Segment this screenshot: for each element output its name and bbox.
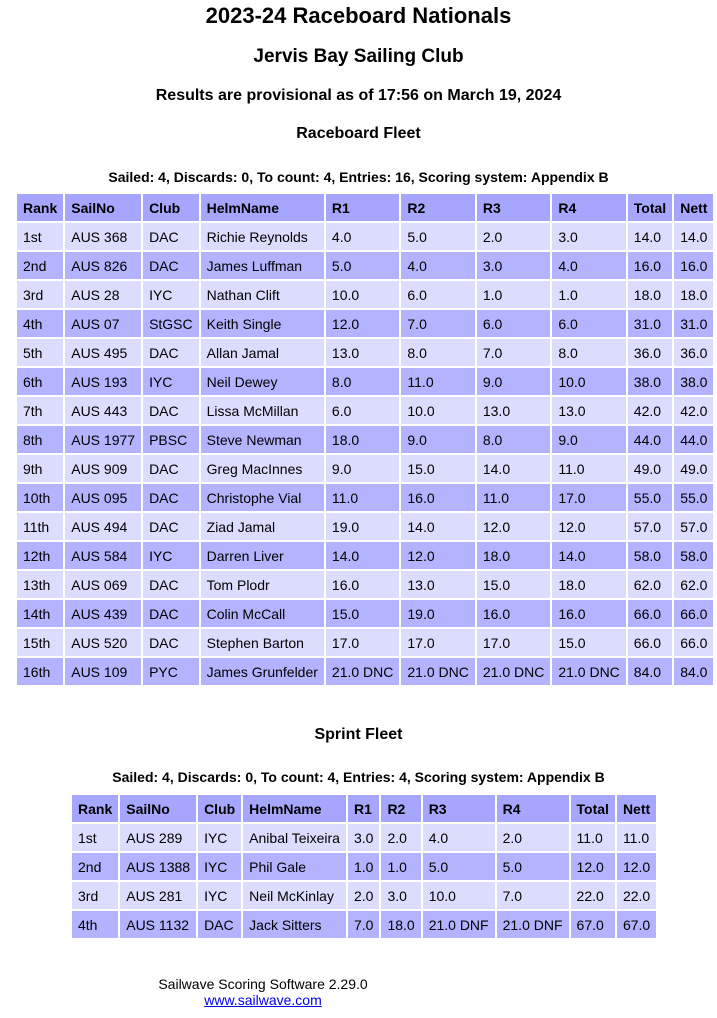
table-cell: 66.0 bbox=[674, 629, 713, 656]
table-cell: 3.0 bbox=[381, 882, 420, 909]
table-cell: 31.0 bbox=[628, 310, 672, 337]
table-cell: 13.0 bbox=[401, 571, 474, 598]
table-cell: AUS 443 bbox=[65, 397, 141, 424]
table-cell: AUS 069 bbox=[65, 571, 141, 598]
table-cell: 18.0 bbox=[674, 281, 713, 308]
table-cell: 66.0 bbox=[628, 600, 672, 627]
table-cell: 7.0 bbox=[477, 339, 550, 366]
table-row bbox=[17, 658, 713, 685]
table-cell: James Luffman bbox=[201, 252, 324, 279]
table-cell: 8.0 bbox=[552, 339, 625, 366]
table-cell: 11.0 bbox=[571, 824, 615, 851]
event-title: 2023-24 Raceboard Nationals bbox=[205, 3, 512, 28]
table-cell: 22.0 bbox=[617, 882, 656, 909]
table-cell: 6.0 bbox=[326, 397, 399, 424]
table-cell: AUS 368 bbox=[65, 223, 141, 250]
table-cell: 19.0 bbox=[401, 600, 474, 627]
table-cell: 3rd bbox=[17, 281, 63, 308]
table-cell: 21.0 DNF bbox=[497, 911, 569, 938]
table-cell: 16.0 bbox=[552, 600, 625, 627]
table-cell: 1.0 bbox=[552, 281, 625, 308]
table-cell: 58.0 bbox=[628, 542, 672, 569]
table-cell: StGSC bbox=[143, 310, 199, 337]
table-cell: 9.0 bbox=[326, 455, 399, 482]
table-cell: 38.0 bbox=[628, 368, 672, 395]
table-row bbox=[72, 911, 656, 938]
table-cell: 44.0 bbox=[674, 426, 713, 453]
table-cell: 4.0 bbox=[326, 223, 399, 250]
table-cell: 12th bbox=[17, 542, 63, 569]
column-header: R4 bbox=[552, 194, 625, 221]
table-cell: 7.0 bbox=[497, 882, 569, 909]
column-header: Rank bbox=[72, 795, 118, 822]
table-cell: 17.0 bbox=[552, 484, 625, 511]
table-cell: 16.0 bbox=[674, 252, 713, 279]
table-cell: 15.0 bbox=[326, 600, 399, 627]
table-cell: Tom Plodr bbox=[201, 571, 324, 598]
table-cell: DAC bbox=[143, 339, 199, 366]
table-cell: 3rd bbox=[72, 882, 118, 909]
table-cell: 11.0 bbox=[326, 484, 399, 511]
table-row bbox=[17, 339, 713, 366]
table-row bbox=[17, 455, 713, 482]
table-cell: IYC bbox=[198, 853, 241, 880]
table-cell: AUS 193 bbox=[65, 368, 141, 395]
table-cell: 18.0 bbox=[326, 426, 399, 453]
table-row bbox=[17, 368, 713, 395]
table-cell: 12.0 bbox=[617, 853, 656, 880]
table-cell: 5th bbox=[17, 339, 63, 366]
table-cell: IYC bbox=[143, 281, 199, 308]
table-cell: DAC bbox=[198, 911, 241, 938]
table-row bbox=[17, 571, 713, 598]
results-table-sprint bbox=[70, 793, 658, 940]
table-cell: Keith Single bbox=[201, 310, 324, 337]
table-row bbox=[17, 397, 713, 424]
table-cell: Darren Liver bbox=[201, 542, 324, 569]
results-table-raceboard bbox=[15, 192, 715, 687]
table-cell: DAC bbox=[143, 455, 199, 482]
table-cell: 13.0 bbox=[552, 397, 625, 424]
table-cell: 19.0 bbox=[326, 513, 399, 540]
table-cell: 6th bbox=[17, 368, 63, 395]
column-header: Total bbox=[628, 194, 672, 221]
table-cell: 12.0 bbox=[401, 542, 474, 569]
table-cell: 2.0 bbox=[477, 223, 550, 250]
table-cell: AUS 281 bbox=[120, 882, 196, 909]
table-row bbox=[17, 252, 713, 279]
column-header: R2 bbox=[401, 194, 474, 221]
table-cell: 2.0 bbox=[497, 824, 569, 851]
column-header: HelmName bbox=[243, 795, 346, 822]
table-cell: 15th bbox=[17, 629, 63, 656]
table-row bbox=[72, 824, 656, 851]
table-cell: Lissa McMillan bbox=[201, 397, 324, 424]
table-cell: 10.0 bbox=[401, 397, 474, 424]
table-cell: 2nd bbox=[17, 252, 63, 279]
table-cell: IYC bbox=[198, 824, 241, 851]
table-cell: DAC bbox=[143, 571, 199, 598]
table-cell: 10.0 bbox=[552, 368, 625, 395]
table-cell: Neil Dewey bbox=[201, 368, 324, 395]
column-header: R3 bbox=[477, 194, 550, 221]
table-cell: 14.0 bbox=[552, 542, 625, 569]
table-cell: 2nd bbox=[72, 853, 118, 880]
table-cell: AUS 494 bbox=[65, 513, 141, 540]
table-cell: AUS 095 bbox=[65, 484, 141, 511]
table-cell: 13.0 bbox=[477, 397, 550, 424]
column-header: R1 bbox=[348, 795, 379, 822]
table-row bbox=[17, 600, 713, 627]
table-cell: 9.0 bbox=[477, 368, 550, 395]
table-cell: 6.0 bbox=[477, 310, 550, 337]
table-row bbox=[17, 223, 713, 250]
table-cell: AUS 07 bbox=[65, 310, 141, 337]
table-cell: 13.0 bbox=[326, 339, 399, 366]
table-cell: 10.0 bbox=[326, 281, 399, 308]
table-cell: 4.0 bbox=[423, 824, 495, 851]
table-cell: 11.0 bbox=[617, 824, 656, 851]
footer bbox=[158, 976, 368, 1008]
table-row bbox=[17, 629, 713, 656]
table-cell: 15.0 bbox=[477, 571, 550, 598]
table-cell: 22.0 bbox=[571, 882, 615, 909]
table-cell: 6.0 bbox=[552, 310, 625, 337]
table-cell: 15.0 bbox=[552, 629, 625, 656]
column-header: HelmName bbox=[201, 194, 324, 221]
table-cell: Greg MacInnes bbox=[201, 455, 324, 482]
table-cell: 57.0 bbox=[674, 513, 713, 540]
table-cell: 18.0 bbox=[477, 542, 550, 569]
table-cell: 58.0 bbox=[674, 542, 713, 569]
table-cell: 84.0 bbox=[628, 658, 672, 685]
table-cell: Phil Gale bbox=[243, 853, 346, 880]
table-row bbox=[72, 853, 656, 880]
table-cell: 8th bbox=[17, 426, 63, 453]
table-cell: 14.0 bbox=[477, 455, 550, 482]
table-cell: AUS 1977 bbox=[65, 426, 141, 453]
table-cell: AUS 439 bbox=[65, 600, 141, 627]
table-cell: 11th bbox=[17, 513, 63, 540]
fleet-summary-raceboard: Sailed: 4, Discards: 0, To count: 4, Entries: 16, Scoring system: Appendix B bbox=[108, 169, 609, 185]
table-cell: 12.0 bbox=[477, 513, 550, 540]
table-cell: 17.0 bbox=[326, 629, 399, 656]
table-cell: 11.0 bbox=[552, 455, 625, 482]
table-cell: 1.0 bbox=[381, 853, 420, 880]
table-cell: 4th bbox=[72, 911, 118, 938]
table-cell: Neil McKinlay bbox=[243, 882, 346, 909]
table-cell: AUS 289 bbox=[120, 824, 196, 851]
table-cell: 49.0 bbox=[674, 455, 713, 482]
table-cell: 31.0 bbox=[674, 310, 713, 337]
table-cell: 14.0 bbox=[401, 513, 474, 540]
table-cell: 3.0 bbox=[552, 223, 625, 250]
table-row bbox=[17, 484, 713, 511]
table-cell: DAC bbox=[143, 600, 199, 627]
table-cell: AUS 520 bbox=[65, 629, 141, 656]
table-cell: 10th bbox=[17, 484, 63, 511]
table-cell: AUS 826 bbox=[65, 252, 141, 279]
column-header: SailNo bbox=[120, 795, 196, 822]
table-cell: 55.0 bbox=[674, 484, 713, 511]
table-cell: Richie Reynolds bbox=[201, 223, 324, 250]
table-row bbox=[17, 542, 713, 569]
table-cell: 7.0 bbox=[348, 911, 379, 938]
table-cell: DAC bbox=[143, 629, 199, 656]
table-cell: 12.0 bbox=[571, 853, 615, 880]
table-cell: 1.0 bbox=[477, 281, 550, 308]
table-cell: 16th bbox=[17, 658, 63, 685]
fleet-title-sprint: Sprint Fleet bbox=[314, 726, 403, 743]
table-cell: DAC bbox=[143, 484, 199, 511]
table-cell: Jack Sitters bbox=[243, 911, 346, 938]
table-cell: 62.0 bbox=[674, 571, 713, 598]
column-header: Total bbox=[571, 795, 615, 822]
table-row bbox=[17, 310, 713, 337]
table-cell: Christophe Vial bbox=[201, 484, 324, 511]
table-cell: 36.0 bbox=[674, 339, 713, 366]
table-cell: 21.0 DNC bbox=[326, 658, 399, 685]
table-cell: 12.0 bbox=[552, 513, 625, 540]
table-cell: Steve Newman bbox=[201, 426, 324, 453]
table-cell: 15.0 bbox=[401, 455, 474, 482]
table-cell: 16.0 bbox=[401, 484, 474, 511]
table-cell: 49.0 bbox=[628, 455, 672, 482]
table-cell: AUS 909 bbox=[65, 455, 141, 482]
table-header-row bbox=[17, 194, 713, 221]
software-credit: Sailwave Scoring Software 2.29.0 bbox=[158, 976, 368, 992]
table-cell: 1st bbox=[72, 824, 118, 851]
table-cell: 14.0 bbox=[674, 223, 713, 250]
table-cell: 8.0 bbox=[326, 368, 399, 395]
table-cell: 44.0 bbox=[628, 426, 672, 453]
table-cell: 8.0 bbox=[401, 339, 474, 366]
status-line: Results are provisional as of 17:56 on March 19, 2024 bbox=[155, 87, 562, 104]
table-cell: 5.0 bbox=[497, 853, 569, 880]
table-cell: 18.0 bbox=[628, 281, 672, 308]
column-header: R2 bbox=[381, 795, 420, 822]
table-cell: 9.0 bbox=[401, 426, 474, 453]
table-cell: PBSC bbox=[143, 426, 199, 453]
fleet-summary-sprint: Sailed: 4, Discards: 0, To count: 4, Entries: 4, Scoring system: Appendix B bbox=[112, 769, 605, 785]
table-cell: DAC bbox=[143, 397, 199, 424]
table-row bbox=[17, 281, 713, 308]
table-cell: 17.0 bbox=[401, 629, 474, 656]
table-cell: 21.0 DNC bbox=[552, 658, 625, 685]
table-cell: AUS 495 bbox=[65, 339, 141, 366]
table-cell: James Grunfelder bbox=[201, 658, 324, 685]
fleet-title-raceboard: Raceboard Fleet bbox=[296, 125, 421, 142]
table-cell: 42.0 bbox=[674, 397, 713, 424]
table-cell: Nathan Clift bbox=[201, 281, 324, 308]
table-cell: 9th bbox=[17, 455, 63, 482]
table-cell: IYC bbox=[143, 368, 199, 395]
column-header: Rank bbox=[17, 194, 63, 221]
table-cell: 18.0 bbox=[552, 571, 625, 598]
table-cell: 62.0 bbox=[628, 571, 672, 598]
table-cell: 42.0 bbox=[628, 397, 672, 424]
sailwave-link[interactable]: www.sailwave.com bbox=[204, 992, 322, 1008]
table-cell: 18.0 bbox=[381, 911, 420, 938]
table-cell: 1st bbox=[17, 223, 63, 250]
table-cell: 14.0 bbox=[628, 223, 672, 250]
table-cell: 6.0 bbox=[401, 281, 474, 308]
table-cell: 16.0 bbox=[326, 571, 399, 598]
table-cell: 4th bbox=[17, 310, 63, 337]
column-header: Club bbox=[143, 194, 199, 221]
table-cell: 21.0 DNC bbox=[401, 658, 474, 685]
table-cell: 11.0 bbox=[477, 484, 550, 511]
table-cell: Allan Jamal bbox=[201, 339, 324, 366]
table-cell: 7th bbox=[17, 397, 63, 424]
table-cell: Colin McCall bbox=[201, 600, 324, 627]
table-cell: 55.0 bbox=[628, 484, 672, 511]
table-cell: 1.0 bbox=[348, 853, 379, 880]
table-cell: Stephen Barton bbox=[201, 629, 324, 656]
table-cell: DAC bbox=[143, 223, 199, 250]
table-cell: 4.0 bbox=[552, 252, 625, 279]
column-header: Nett bbox=[617, 795, 656, 822]
table-cell: 16.0 bbox=[477, 600, 550, 627]
table-cell: Anibal Teixeira bbox=[243, 824, 346, 851]
table-cell: IYC bbox=[143, 542, 199, 569]
table-cell: 13th bbox=[17, 571, 63, 598]
table-cell: 11.0 bbox=[401, 368, 474, 395]
table-cell: AUS 1388 bbox=[120, 853, 196, 880]
table-cell: 14th bbox=[17, 600, 63, 627]
table-row bbox=[17, 513, 713, 540]
table-cell: 14.0 bbox=[326, 542, 399, 569]
table-cell: 8.0 bbox=[477, 426, 550, 453]
table-cell: 3.0 bbox=[477, 252, 550, 279]
table-cell: 5.0 bbox=[401, 223, 474, 250]
table-cell: PYC bbox=[143, 658, 199, 685]
table-cell: AUS 584 bbox=[65, 542, 141, 569]
column-header: Club bbox=[198, 795, 241, 822]
table-cell: AUS 109 bbox=[65, 658, 141, 685]
table-cell: 16.0 bbox=[628, 252, 672, 279]
column-header: R4 bbox=[497, 795, 569, 822]
table-cell: 38.0 bbox=[674, 368, 713, 395]
club-title: Jervis Bay Sailing Club bbox=[253, 46, 464, 67]
table-row bbox=[17, 426, 713, 453]
table-cell: 66.0 bbox=[628, 629, 672, 656]
table-cell: 5.0 bbox=[423, 853, 495, 880]
table-cell: 17.0 bbox=[477, 629, 550, 656]
table-cell: IYC bbox=[198, 882, 241, 909]
table-cell: Ziad Jamal bbox=[201, 513, 324, 540]
table-cell: AUS 28 bbox=[65, 281, 141, 308]
table-cell: 84.0 bbox=[674, 658, 713, 685]
table-header-row bbox=[72, 795, 656, 822]
table-cell: 21.0 DNC bbox=[477, 658, 550, 685]
table-cell: 12.0 bbox=[326, 310, 399, 337]
table-cell: AUS 1132 bbox=[120, 911, 196, 938]
column-header: R3 bbox=[423, 795, 495, 822]
table-cell: DAC bbox=[143, 252, 199, 279]
table-cell: 4.0 bbox=[401, 252, 474, 279]
table-cell: 5.0 bbox=[326, 252, 399, 279]
table-cell: 2.0 bbox=[381, 824, 420, 851]
table-cell: 36.0 bbox=[628, 339, 672, 366]
table-cell: 67.0 bbox=[617, 911, 656, 938]
table-cell: 67.0 bbox=[571, 911, 615, 938]
table-cell: 3.0 bbox=[348, 824, 379, 851]
table-row bbox=[72, 882, 656, 909]
table-cell: 7.0 bbox=[401, 310, 474, 337]
column-header: R1 bbox=[326, 194, 399, 221]
table-cell: 10.0 bbox=[423, 882, 495, 909]
table-cell: 57.0 bbox=[628, 513, 672, 540]
table-cell: 66.0 bbox=[674, 600, 713, 627]
table-cell: 21.0 DNF bbox=[423, 911, 495, 938]
table-cell: 9.0 bbox=[552, 426, 625, 453]
column-header: Nett bbox=[674, 194, 713, 221]
table-cell: DAC bbox=[143, 513, 199, 540]
table-cell: 2.0 bbox=[348, 882, 379, 909]
column-header: SailNo bbox=[65, 194, 141, 221]
